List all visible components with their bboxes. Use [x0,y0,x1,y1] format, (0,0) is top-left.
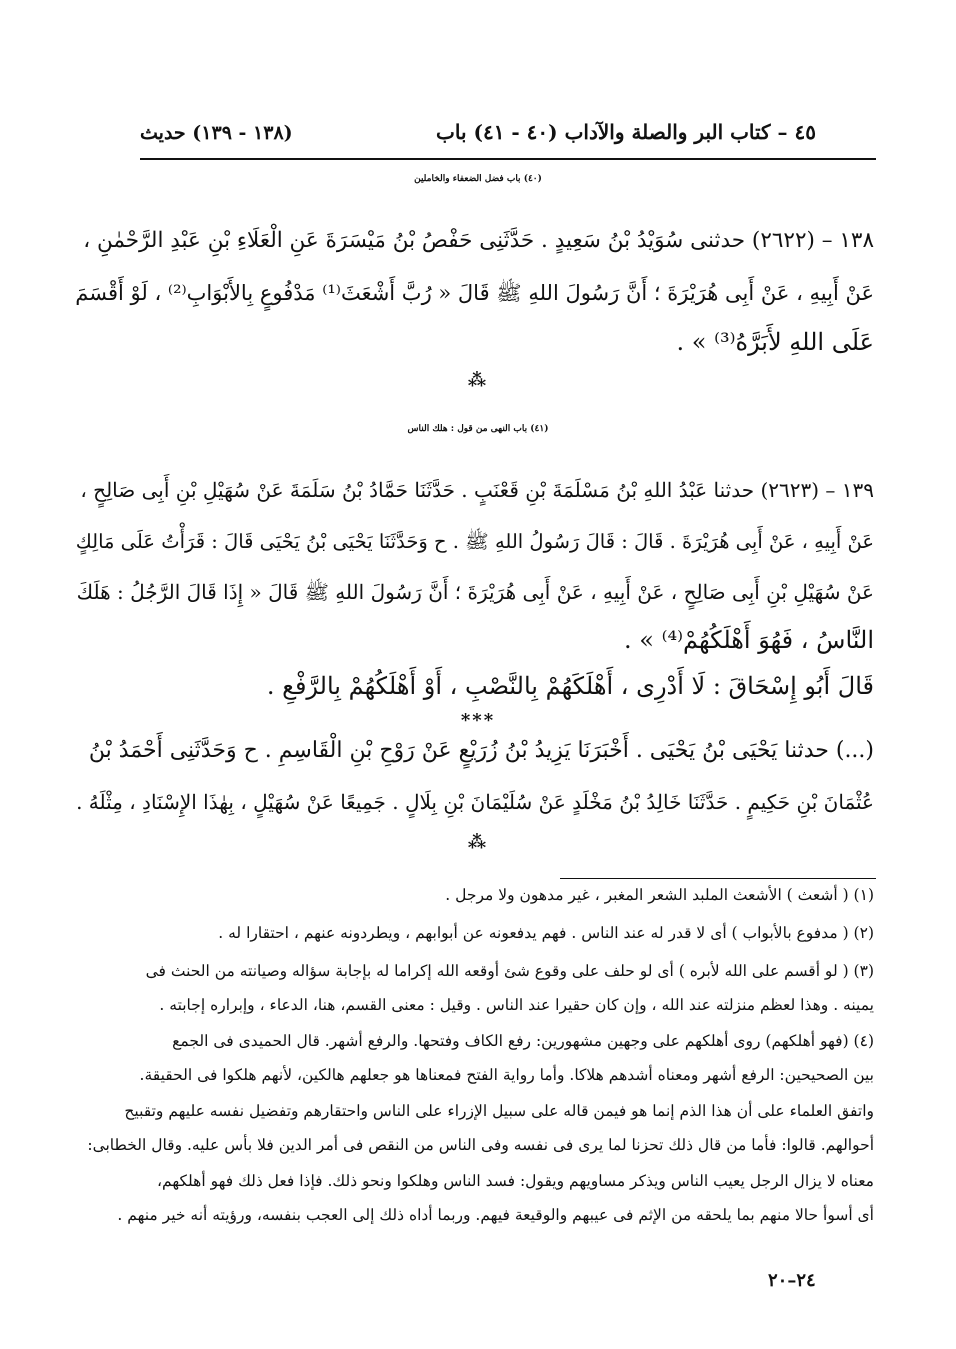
hadith-138-line-1: ١٣٨ – (٢٦٢٢) حدثنى سُوَيْدُ بْنُ سَعِيدٍ . حَدَّثَنِى حَفْصُ بْنُ مَيْسَرَةَ عَنِ الْعَلَاءِ بْنِ عَبْدِ الرَّحْمٰنِ ، [83,228,874,253]
footnote-1: (١) ( أشعث ) الأشعث الملبد الشعر المغبر ، غير مدهون ولا مرجل . [445,886,874,904]
hadith-139-chain-line-2: عُثْمَانَ بْنِ حَكِيمٍ . حَدَّثَنَا خَالِدُ بْنُ مَخْلَدٍ عَنْ سُلَيْمَانَ بْنِ بِلَالٍ . جَمِيعًا عَنْ سُهَيْلٍ ، بِهٰذَا الإِسْنَادِ ، مِثْلَهُ . [76,790,874,814]
chapter-41-title: (٤١) باب النهى من قول : هلك الناس [407,424,549,434]
hadith-139-line-5: قَالَ أَبُو إِسْحَاقَ : لَا أَدْرِى ، أَهْلَكَهُمْ بِالنَّصْبِ ، أَوْ أَهْلَكُهُمْ بِالرَّفْعِ . [266,672,874,700]
hadith-139-line-2: عَنْ أَبِيهِ ، عَنْ أَبِى هُرَيْرَةَ . قَالَ : قَالَ رَسُولُ اللهِ ﷺ . ح وَحَدَّثَنَا يَحْيَى بْنُ يَحْيَى قَالَ : قَرَأْتُ عَلَى مَالِكٍ [75,530,874,553]
running-header-hadith-range: (١٣٨ - ١٣٩) حديث [140,122,293,144]
footnote-4-line-5: معناه لا يزال الرجل يعيب الناس ويذكر مساويهم ويقول: فسد الناس وهلكوا ونحو ذلك. فإذا فعل ذلك فهو أهلكهم، [157,1172,874,1190]
footnote-4-line-2: بين الصحيحين: الرفع أشهر ومعناه أشدهم هلاكا. وأما رواية الفتح فمعناها هو جعلهم هالكين، لأنهم هلكوا فى الحقيقة. [139,1066,874,1084]
footnote-4-line-4: أحوالهم. قالوا: فأما من قال ذلك تحزنا لما يرى فى نفسه وفى الناس من النقص فى أمر الدين فلا بأس عليه. وقال الخطابى: [87,1136,874,1154]
hadith-138-line-2: عَنْ أَبِيهِ ، عَنْ أَبِى هُرَيْرَةَ ؛ أَنَّ رَسُولَ اللهِ ﷺ قَالَ « رُبَّ أَشْعَثَ⁽¹⁾ مَدْفُوعٍ بِالأَبْوَابِ⁽²⁾ ، لَوْ أَقْسَمَ [75,281,874,305]
hadith-138-line-3: عَلَى اللهِ لأَبَرَّهُ⁽³⁾ » . [676,328,874,356]
hadith-139-chain-line-1: (...) حدثنا يَحْيَى بْنُ يَحْيَى . أَخْبَرَنَا يَزِيدُ بْنُ زُرَيْعٍ عَنْ رَوْحِ بْنِ الْقَاسِمِ . ح وَحَدَّثَنِى أَحْمَدُ بْنُ [88,738,874,763]
footnote-3-line-2: يمينه . وهذا لعظم منزلته عند الله ، وإن كان حقيرا عند الناس . وقيل : معنى القسم، هنا، الدعاء ، وإبراره إجابته . [159,996,874,1014]
hadith-139-line-1: ١٣٩ – (٢٦٢٣) حدثنا عَبْدُ اللهِ بْنُ مَسْلَمَةَ بْنِ قَعْنَبٍ . حَدَّثَنَا حَمَّادُ بْنُ سَلَمَةَ عَنْ سُهَيْلِ بْنِ أَبِى صَالِحٍ ، [80,478,874,502]
footnote-3-line-1: (٣) ( لو أقسم على الله لأبره ) أى لو حلف على وقوع شئ أوقعه الله إكراما له بإجابة سؤاله وصيانته من الحنث فى [145,962,874,980]
footnote-4-line-6: أى أسوأ حالا منهم بما يلحقه من الإثم فى عيبهم والوقيعة فيهم. وربما أداه ذلك إلى العجب بنفسه، ورؤيته أنه خير منهم . [117,1206,874,1224]
hadith-139-line-3: عَنْ سُهَيْلِ بْنِ أَبِى صَالِحٍ ، عَنْ أَبِيهِ ، عَنْ أَبِى هُرَيْرَةَ ؛ أَنَّ رَسُولَ اللهِ ﷺ قَالَ « إِذَا قَالَ الرَّجُلُ : هَلَكَ [76,580,874,604]
footnote-4-line-1: (٤) (فهو أهلكهم) روى أهلكهم على وجهين مشهورين: رفع الكاف وفتحها. والرفع أشهر. قال الحميدى فى الجمع [172,1032,874,1050]
chapter-40-title: (٤٠) باب فضل الضعفاء والخاملين [414,174,542,184]
hadith-139-line-4: النَّاسُ ، فَهُوَ أَهْلَكُهُمْ⁽⁴⁾ » . [624,626,874,654]
section-divider-stars: ⁂ [467,370,489,391]
hadith-separator-stars: *** [460,710,496,731]
footnote-rule [560,878,876,879]
footnote-2: (٢) ( مدفوع بالأبواب ) أى لا قدر له عند الناس . فهم يدفعونه عن أبوابهم ، ويطردونه عنهم ، احتقارا له . [218,924,874,942]
header-rule [140,158,876,160]
section-divider-stars: ⁂ [467,832,489,853]
running-header-book-title: ٤٥ – كتاب البر والصلة والآداب (٤٠ - ٤١) باب [436,120,816,144]
footnote-4-line-3: واتفق العلماء على أن هذا الذم إنما هو فيمن قاله على سبيل الإزراء على الناس واحتقارهم وتفضيل نفسه عليهم وتقبيح [124,1102,874,1120]
page-number: ٢٤–٢٠ [768,1270,816,1291]
